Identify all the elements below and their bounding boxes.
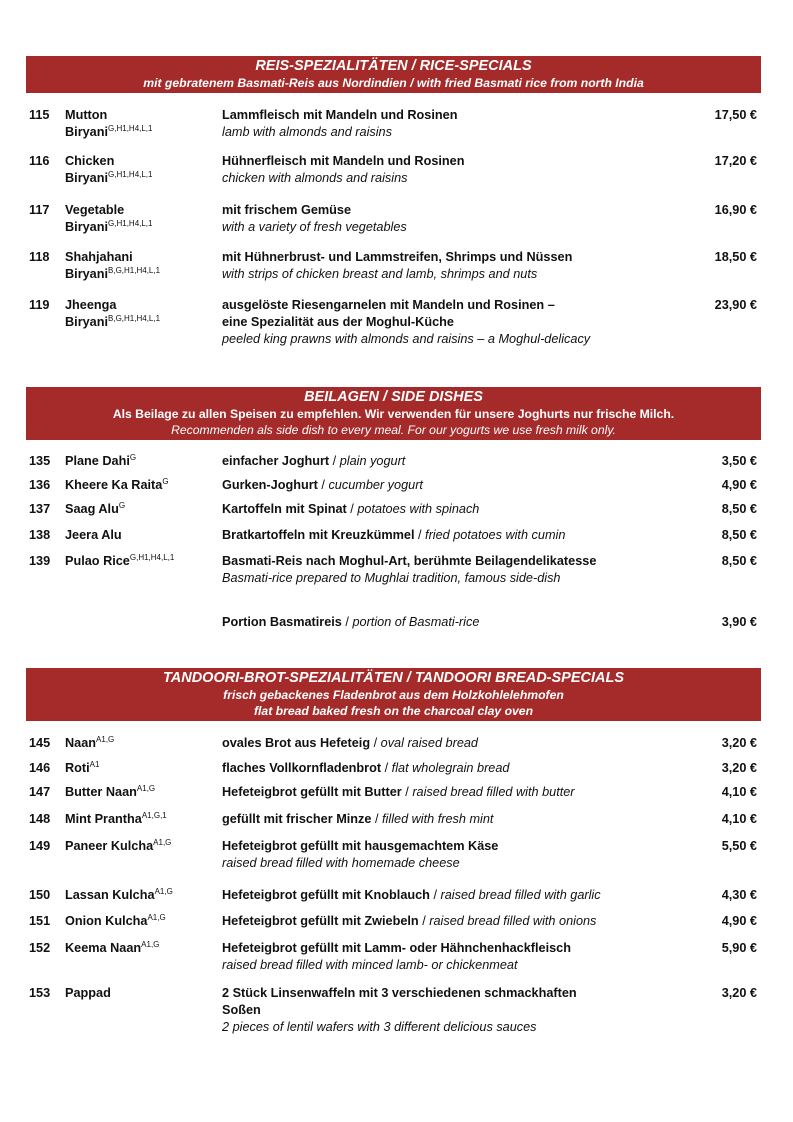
item-number: 146 — [29, 761, 51, 775]
item-name: Mint Prantha$^{A1,G,1}$ — [65, 810, 167, 826]
item-name: Plane Dahi$^G$ — [65, 452, 137, 468]
item-description: Kartoffeln mit Spinat / potatoes with spinach — [222, 502, 480, 516]
section-tandoori-bread — [26, 668, 761, 721]
item-description: Hefeteigbrot gefüllt mit hausgemachtem Käse raised bread filled with homemade cheese — [222, 839, 499, 870]
item-description: Lammfleisch mit Mandeln und Rosinen lamb with almonds and raisins — [222, 108, 458, 139]
section-subtitle: Als Beilage zu allen Speisen zu empfehlen. Wir verwenden für unsere Joghurts nur frische Milch. — [112, 407, 675, 421]
item-name: Naan$^{A1,G}$ — [65, 734, 115, 750]
section-rice-specials — [26, 56, 761, 93]
item-number: 147 — [29, 785, 51, 799]
item-price: 8,50 € — [721, 554, 757, 568]
item-name: Shahjahani Biryani$^{B,G,H1,H4,L,1}$ — [65, 250, 161, 281]
item-number: 115 — [29, 108, 50, 122]
item-price: 3,20 € — [721, 761, 757, 775]
item-number: 138 — [29, 528, 51, 542]
item-price: 4,10 € — [721, 812, 757, 826]
item-description: flaches Vollkornfladenbrot / flat wholegrain bread — [222, 761, 510, 775]
item-name: Onion Kulcha$^{A1,G}$ — [65, 912, 166, 928]
item-number: 149 — [29, 839, 51, 853]
item-price: 3,20 € — [721, 736, 757, 750]
item-number: 139 — [29, 554, 51, 568]
item-number: 116 — [29, 154, 50, 168]
item-number: 153 — [29, 986, 51, 1000]
item-number: 117 — [29, 203, 50, 217]
item-number: 137 — [29, 502, 51, 516]
item-number: 118 — [29, 250, 50, 264]
section-subtitle-en: flat bread baked fresh on the charcoal clay oven — [253, 704, 534, 718]
item-price: 17,20 € — [714, 154, 757, 168]
item-description: Hühnerfleisch mit Mandeln und Rosinen chicken with almonds and raisins — [222, 154, 465, 185]
item-price: 18,50 € — [714, 250, 757, 264]
item-number: 152 — [29, 941, 51, 955]
item-price: 4,30 € — [721, 888, 757, 902]
item-name: Lassan Kulcha$^{A1,G}$ — [65, 886, 173, 902]
item-name: Kheere Ka Raita$^G$ — [65, 476, 169, 492]
item-price: 3,20 € — [721, 986, 757, 1000]
item-name: Pulao Rice$^{G,H1,H4,L,1}$ — [65, 552, 175, 568]
section-header — [26, 387, 761, 440]
section-subtitle: frisch gebackenes Fladenbrot aus dem Holzkohlelehmofen — [223, 688, 564, 702]
item-name: Paneer Kulcha$^{A1,G}$ — [65, 837, 172, 853]
item-description: Basmati-Reis nach Moghul-Art, berühmte Beilagendelikatesse Basmati-rice prepared to Mughlai tradition, famous side-dish — [222, 554, 597, 585]
item-description: Hefeteigbrot gefüllt mit Zwiebeln / raised bread filled with onions — [222, 914, 597, 928]
item-description: Hefeteigbrot gefüllt mit Butter / raised bread filled with butter — [222, 785, 575, 799]
item-price: 8,50 € — [721, 528, 757, 542]
item-name: Keema Naan$^{A1,G}$ — [65, 939, 160, 955]
item-name: Roti$^{A1}$ — [65, 759, 100, 775]
item-description: Portion Basmatireis / portion of Basmati-rice — [222, 615, 480, 629]
item-description: Hefeteigbrot gefüllt mit Knoblauch / raised bread filled with garlic — [222, 888, 601, 902]
item-price: 4,10 € — [721, 785, 757, 799]
item-price: 4,90 € — [721, 478, 757, 492]
item-price: 16,90 € — [714, 203, 757, 217]
item-price: 8,50 € — [721, 502, 757, 516]
item-price: 3,90 € — [721, 615, 757, 629]
item-name: Chicken Biryani$^{G,H1,H4,L,1}$ — [65, 154, 153, 185]
item-name: Jeera Alu — [65, 528, 122, 542]
item-price: 17,50 € — [714, 108, 757, 122]
item-description: ausgelöste Riesengarnelen mit Mandeln und Rosinen – eine Spezialität aus der Moghul-Küche peeled king prawns with almonds and raisins – a Moghul-delicacy — [222, 298, 591, 346]
item-name: Vegetable Biryani$^{G,H1,H4,L,1}$ — [65, 203, 153, 234]
section-side-dishes — [26, 387, 761, 440]
section-header — [26, 56, 761, 93]
item-price: 23,90 € — [714, 298, 757, 312]
item-name: Butter Naan$^{A1,G}$ — [65, 783, 156, 799]
item-price: 4,90 € — [721, 914, 757, 928]
item-description: mit Hühnerbrust- und Lammstreifen, Shrimps und Nüssen with strips of chicken breast and lamb, shrimps and nuts — [222, 250, 573, 281]
section-subtitle: mit gebratenem Basmati-Reis aus Nordindien / with fried Basmati rice from north India — [143, 76, 644, 90]
item-description: 2 Stück Linsenwaffeln mit 3 verschiedenen schmackhaften Soßen 2 pieces of lentil wafers with 3 different delicious sauces — [222, 986, 577, 1034]
item-description: mit frischem Gemüse with a variety of fresh vegetables — [222, 203, 407, 234]
section-header — [26, 668, 761, 721]
section-title: BEILAGEN / SIDE DISHES — [304, 389, 483, 405]
section-title: REIS-SPEZIALITÄTEN / RICE-SPECIALS — [255, 58, 532, 74]
section-title: TANDOORI-BROT-SPEZIALITÄTEN / TANDOORI BREAD-SPECIALS — [162, 670, 625, 686]
item-number: 136 — [29, 478, 51, 492]
item-description: gefüllt mit frischer Minze / filled with fresh mint — [222, 812, 494, 826]
item-price: 5,90 € — [721, 941, 757, 955]
item-name: Mutton Biryani$^{G,H1,H4,L,1}$ — [65, 108, 153, 139]
item-name: Saag Alu$^G$ — [65, 500, 126, 516]
item-name: Jheenga Biryani$^{B,G,H1,H4,L,1}$ — [65, 298, 161, 329]
item-description: einfacher Joghurt / plain yogurt — [222, 454, 406, 468]
item-number: 119 — [29, 298, 50, 312]
section-subtitle-en: Recommenden als side dish to every meal. For our yogurts we use fresh milk only. — [171, 423, 616, 437]
item-description: Gurken-Joghurt / cucumber yogurt — [222, 478, 423, 492]
item-name: Pappad — [65, 986, 111, 1000]
item-description: ovales Brot aus Hefeteig / oval raised bread — [222, 736, 478, 750]
item-number: 150 — [29, 888, 51, 902]
item-description: Bratkartoffeln mit Kreuzkümmel / fried potatoes with cumin — [222, 528, 566, 542]
item-number: 135 — [29, 454, 51, 468]
item-price: 3,50 € — [721, 454, 757, 468]
item-number: 151 — [29, 914, 51, 928]
item-number: 148 — [29, 812, 51, 826]
item-description: Hefeteigbrot gefüllt mit Lamm- oder Hähnchenhackfleisch raised bread filled with minced lamb- or chickenmeat — [222, 941, 571, 972]
item-number: 145 — [29, 736, 51, 750]
item-price: 5,50 € — [721, 839, 757, 853]
